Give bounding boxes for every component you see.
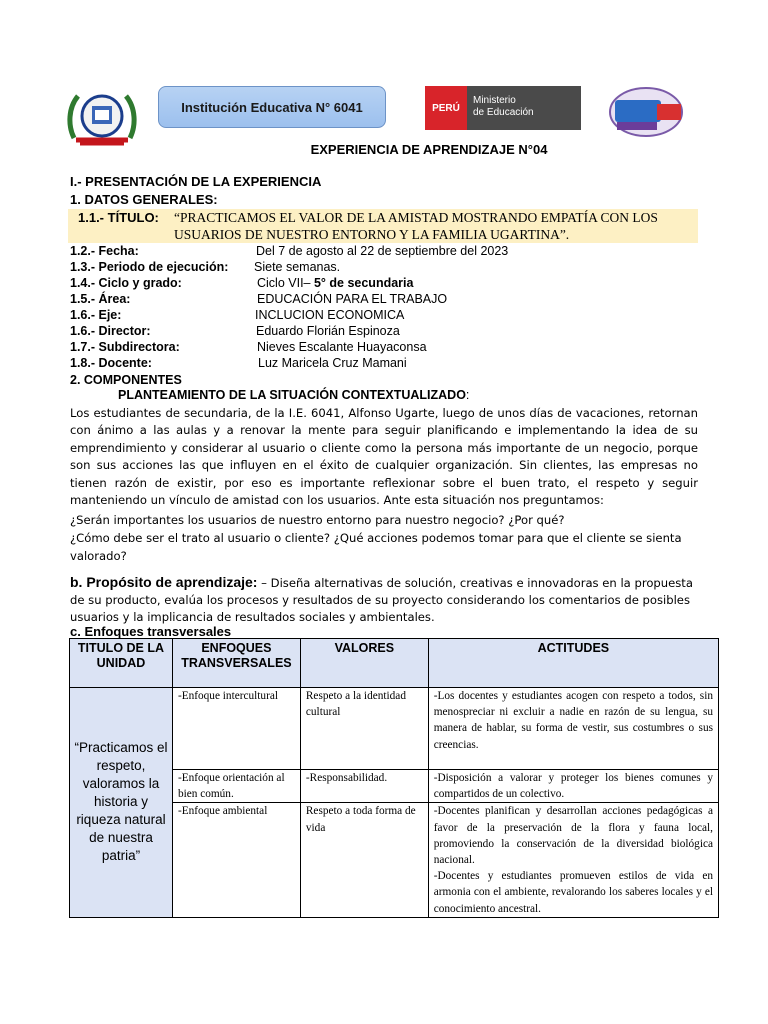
general-data-value: Siete semanas. xyxy=(254,260,341,274)
minedu-ministry-line2: de Educación xyxy=(473,107,534,118)
actitud-paragraph: -Docentes planifican y desarrollan acciones pedagógicas a favor de la preservación de la flora y fauna local, promoviendo la conservación de la diversidad biológica nacional. xyxy=(433,805,713,867)
valor-cell: Respeto a la identidad cultural xyxy=(300,688,428,770)
titulo-line1: “PRACTICAMOS EL VALOR DE LA AMISTAD MOSTRANDO EMPATÍA CON LOS xyxy=(174,210,658,225)
enfoque-cell: -Enfoque ambiental xyxy=(172,803,300,917)
proposito-label: b. Propósito de aprendizaje: xyxy=(70,574,258,590)
situacion-paragraph: Los estudiantes de secundaria, de la I.E. 6041, Alfonso Ugarte, luego de unos días de vacaciones, retornan con ánimo a las aulas y a renovar la mente para seguir planificando e implementando la idea de su emprendimiento y considerar al usuario o cliente como la persona más importante de un negocio, porque son sus acciones las que influyen en el éxito de cualquier organización. Sin clientes, las empresas no tienen razón de existir, por eso es importante reflexionar sobre el buen trato, el respeto y seguir manteniendo un vínculo de amistad con los usuarios. Ante esta situación nos preguntamos: xyxy=(70,406,698,508)
titulo-line2: USUARIOS DE NUESTRO ENTORNO Y LA FAMILIA UGARTINA”. xyxy=(174,227,570,242)
general-data-key: 1.6.- Director: xyxy=(70,324,151,338)
school-name-banner xyxy=(158,86,386,128)
general-data-value-bold: 5° de secundaria xyxy=(313,276,414,290)
general-data-value: Eduardo Florián Espinoza xyxy=(256,324,400,338)
general-data-key: 1.8.- Docente: xyxy=(70,356,152,370)
minedu-logo xyxy=(425,86,581,130)
actitud-paragraph: -Docentes y estudiantes promueven estilos de vida en armonia con el ambiente, revalorando los saberes locales y el conocimiento ancestral. xyxy=(433,870,713,915)
actitud-cell xyxy=(428,803,718,917)
valor-cell: -Responsabilidad. xyxy=(300,770,428,803)
minedu-ministry-label xyxy=(467,86,581,130)
unit-title-cell: “Practicamos el respeto, valoramos la historia y riqueza natural de nuestra patria” xyxy=(70,688,173,918)
valor-cell: Respeto a toda forma de vida xyxy=(300,803,428,917)
minedu-ministry-line1: Ministerio xyxy=(473,95,516,106)
planteamiento-colon: : xyxy=(465,388,470,402)
minedu-peru-label: PERÚ xyxy=(425,86,467,130)
general-data-key: 1.7.- Subdirectora: xyxy=(70,340,180,354)
enfoque-cell: -Enfoque intercultural xyxy=(172,688,300,770)
actitud-cell: -Los docentes y estudiantes acogen con respeto a todos, sin menospreciar ni excluir a nadie en razón de su lengua, su manera de hablar, su forma de vestir, sus costumbres o sus creencias. xyxy=(428,688,718,770)
table-row xyxy=(70,688,719,770)
general-data-value: Del 7 de agosto al 22 de septiembre del 2023 xyxy=(256,244,509,258)
general-data-value: Luz Maricela Cruz Mamani xyxy=(258,356,407,370)
actitud-cell: -Disposición a valorar y proteger los bienes comunes y compartidos de un colectivo. xyxy=(428,770,718,803)
general-data-value: EDUCACIÓN PARA EL TRABAJO xyxy=(257,292,448,306)
general-data-value: INCLUCION ECONOMICA xyxy=(255,308,405,322)
planteamiento-title-text: PLANTEAMIENTO DE LA SITUACIÓN CONTEXTUALIZADO xyxy=(118,388,466,402)
titulo-box xyxy=(68,209,698,243)
question-2-line2: valorado? xyxy=(70,549,127,563)
table-header-unit: TITULO DE LA UNIDAD xyxy=(70,639,173,688)
enfoque-cell: -Enfoque orientación al bien común. xyxy=(172,770,300,803)
table-header-actitudes: ACTITUDES xyxy=(428,639,718,688)
school-name: Institución Educativa N° 6041 xyxy=(181,99,363,115)
table-header-enfoques: ENFOQUES TRANSVERSALES xyxy=(172,639,300,688)
general-data-key: 1.3.- Periodo de ejecución: xyxy=(70,260,229,274)
planteamiento-title xyxy=(118,388,469,402)
table-header-valores: VALORES xyxy=(300,639,428,688)
general-data-value xyxy=(257,276,413,290)
general-data-value-part: Ciclo VII– xyxy=(257,276,314,290)
ugel-logo xyxy=(607,86,685,138)
proposito-paragraph xyxy=(70,574,698,626)
general-data-value: Nieves Escalante Huayaconsa xyxy=(257,340,427,354)
question-2-line1: ¿Cómo debe ser el trato al usuario o cliente? ¿Qué acciones podemos tomar para que el cliente se sienta xyxy=(70,531,682,545)
general-data-key: 1.2.- Fecha: xyxy=(70,244,139,258)
general-data-title: 1. DATOS GENERALES: xyxy=(70,192,218,207)
question-1: ¿Serán importantes los usuarios de nuestro entorno para nuestro negocio? ¿Por qué? xyxy=(70,513,565,527)
experience-title: EXPERIENCIA DE APRENDIZAJE N°04 xyxy=(310,142,548,157)
general-data-key: 1.5.- Área: xyxy=(70,292,131,306)
proposito-text: – Diseña alternativas de solución, creativas e innovadoras en la propuesta de su producto, evalúa los procesos y resultados de su proyecto considerando los comentarios de posibles usuarios y la implicancia de resultados sociales y ambientales. xyxy=(70,576,693,624)
general-data-key: 1.6.- Eje: xyxy=(70,308,122,322)
titulo-label: 1.1.- TÍTULO: xyxy=(78,210,159,225)
general-data-key: 1.4.- Ciclo y grado: xyxy=(70,276,182,290)
section1-title: I.- PRESENTACIÓN DE LA EXPERIENCIA xyxy=(70,174,322,189)
enfoques-title: c. Enfoques transversales xyxy=(70,624,232,639)
table-header-row xyxy=(70,639,719,688)
section2-title: 2. COMPONENTES xyxy=(70,373,182,387)
school-crest-logo xyxy=(66,86,138,148)
enfoques-table xyxy=(69,638,719,918)
